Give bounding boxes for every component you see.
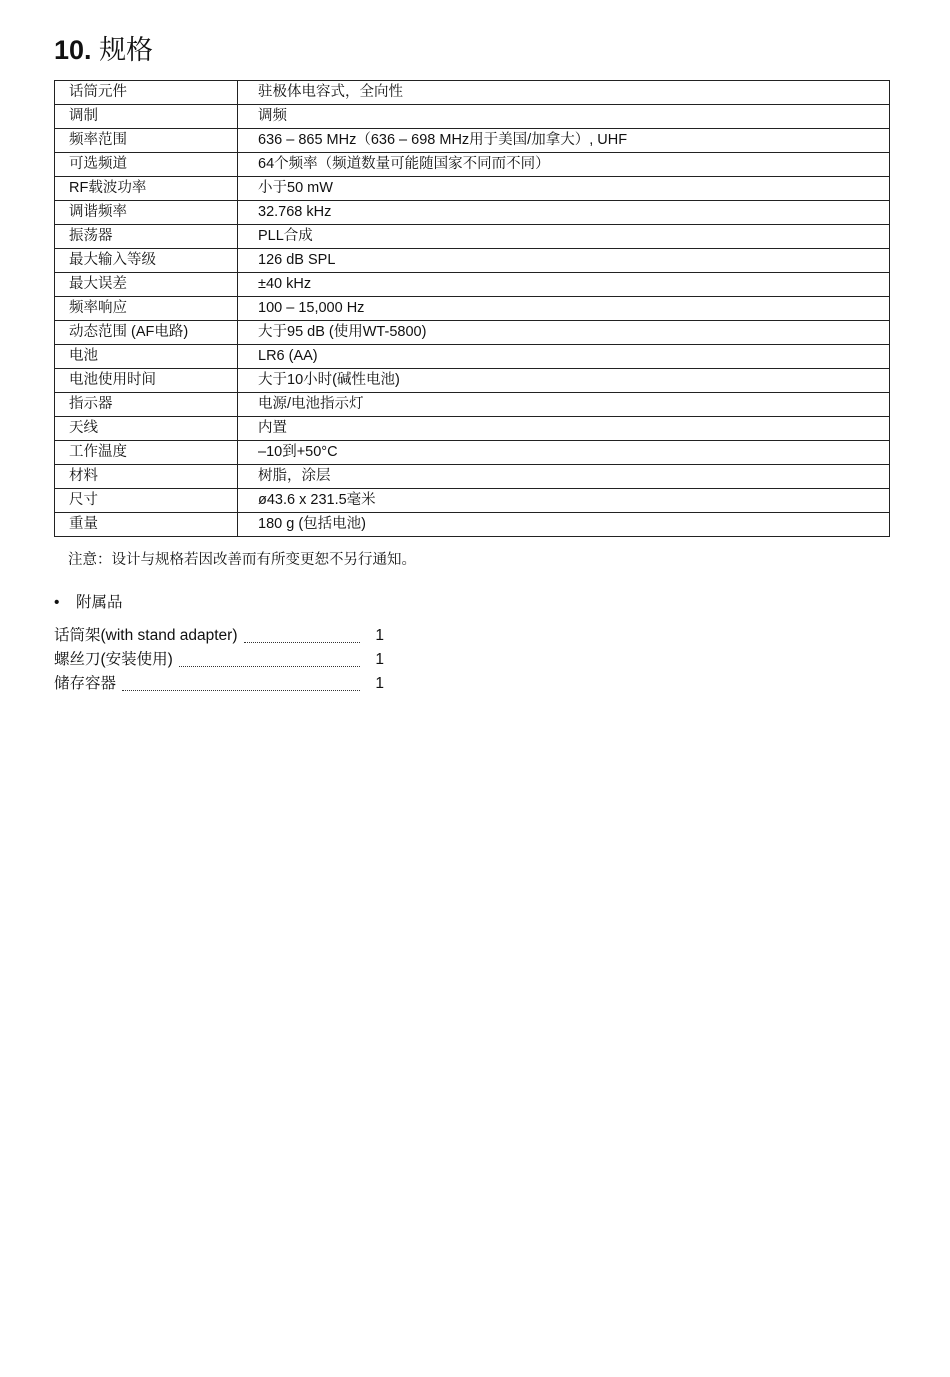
- spec-label: 指示器: [55, 393, 238, 417]
- spec-row: [55, 465, 890, 489]
- spec-row: [55, 177, 890, 201]
- spec-label: 工作温度: [55, 441, 238, 465]
- spec-value: 小于50 mW: [238, 177, 890, 201]
- spec-row: [55, 297, 890, 321]
- spec-row: [55, 441, 890, 465]
- spec-value: 大于10小时(碱性电池): [238, 369, 890, 393]
- spec-row: [55, 105, 890, 129]
- spec-label: 话筒元件: [55, 81, 238, 105]
- spec-value: 电源/电池指示灯: [238, 393, 890, 417]
- spec-label: 尺寸: [55, 489, 238, 513]
- spec-row: [55, 369, 890, 393]
- spec-label: 动态范围 (AF电路): [55, 321, 238, 345]
- spec-row: [55, 201, 890, 225]
- page-title: [54, 32, 153, 68]
- spec-label: RF载波功率: [55, 177, 238, 201]
- accessories-list: [54, 624, 384, 696]
- accessories-title: 附属品: [76, 594, 123, 611]
- spec-label: 材料: [55, 465, 238, 489]
- spec-row: [55, 321, 890, 345]
- spec-row: [55, 249, 890, 273]
- accessory-qty: 1: [375, 675, 384, 692]
- spec-value: ø43.6 x 231.5毫米: [238, 489, 890, 513]
- spec-label: 振荡器: [55, 225, 238, 249]
- accessory-name: 储存容器: [54, 675, 117, 692]
- spec-row: [55, 345, 890, 369]
- spec-label: 调制: [55, 105, 238, 129]
- dot-leader: [244, 642, 361, 643]
- spec-label: 最大输入等级: [55, 249, 238, 273]
- accessory-qty: 1: [375, 627, 384, 644]
- dot-leader: [122, 690, 360, 691]
- spec-value: 126 dB SPL: [238, 249, 890, 273]
- dot-leader: [179, 666, 360, 667]
- section-number: 10.: [54, 35, 92, 65]
- accessory-name: 螺丝刀(安装使用): [54, 651, 173, 668]
- spec-value: 内置: [238, 417, 890, 441]
- spec-label: 频率响应: [55, 297, 238, 321]
- spec-value: 180 g (包括电池): [238, 513, 890, 537]
- spec-value: 大于95 dB (使用WT-5800): [238, 321, 890, 345]
- spec-value: ±40 kHz: [238, 273, 890, 297]
- spec-label: 可选频道: [55, 153, 238, 177]
- spec-row: [55, 393, 890, 417]
- accessories-heading: [54, 592, 123, 614]
- spec-row: [55, 513, 890, 537]
- section-title: 规格: [99, 35, 154, 65]
- spec-value: 100 – 15,000 Hz: [238, 297, 890, 321]
- spec-row: [55, 225, 890, 249]
- spec-row: [55, 129, 890, 153]
- spec-label: 重量: [55, 513, 238, 537]
- spec-row: [55, 489, 890, 513]
- list-item: [54, 624, 384, 648]
- spec-label: 最大误差: [55, 273, 238, 297]
- spec-label: 频率范围: [55, 129, 238, 153]
- accessory-name: 话筒架(with stand adapter): [54, 627, 238, 644]
- spec-value: 树脂，涂层: [238, 465, 890, 489]
- spec-table: [54, 80, 890, 537]
- spec-note: 注意：设计与规格若因改善而有所变更恕不另行通知。: [68, 552, 416, 568]
- spec-value: 636 – 865 MHz（636 – 698 MHz用于美国/加拿大）, UHF: [238, 129, 890, 153]
- spec-value: 32.768 kHz: [238, 201, 890, 225]
- bullet-icon: •: [54, 594, 60, 611]
- list-item: [54, 672, 384, 696]
- accessory-qty: 1: [375, 651, 384, 668]
- spec-value: PLL合成: [238, 225, 890, 249]
- spec-row: [55, 273, 890, 297]
- spec-value: 驻极体电容式，全向性: [238, 81, 890, 105]
- spec-value: 调频: [238, 105, 890, 129]
- spec-row: [55, 417, 890, 441]
- list-item: [54, 648, 384, 672]
- spec-row: [55, 153, 890, 177]
- spec-label: 天线: [55, 417, 238, 441]
- spec-value: LR6 (AA): [238, 345, 890, 369]
- spec-label: 电池使用时间: [55, 369, 238, 393]
- spec-value: –10到+50°C: [238, 441, 890, 465]
- spec-label: 调谐频率: [55, 201, 238, 225]
- spec-value: 64个频率（频道数量可能随国家不同而不同）: [238, 153, 890, 177]
- spec-label: 电池: [55, 345, 238, 369]
- spec-row: [55, 81, 890, 105]
